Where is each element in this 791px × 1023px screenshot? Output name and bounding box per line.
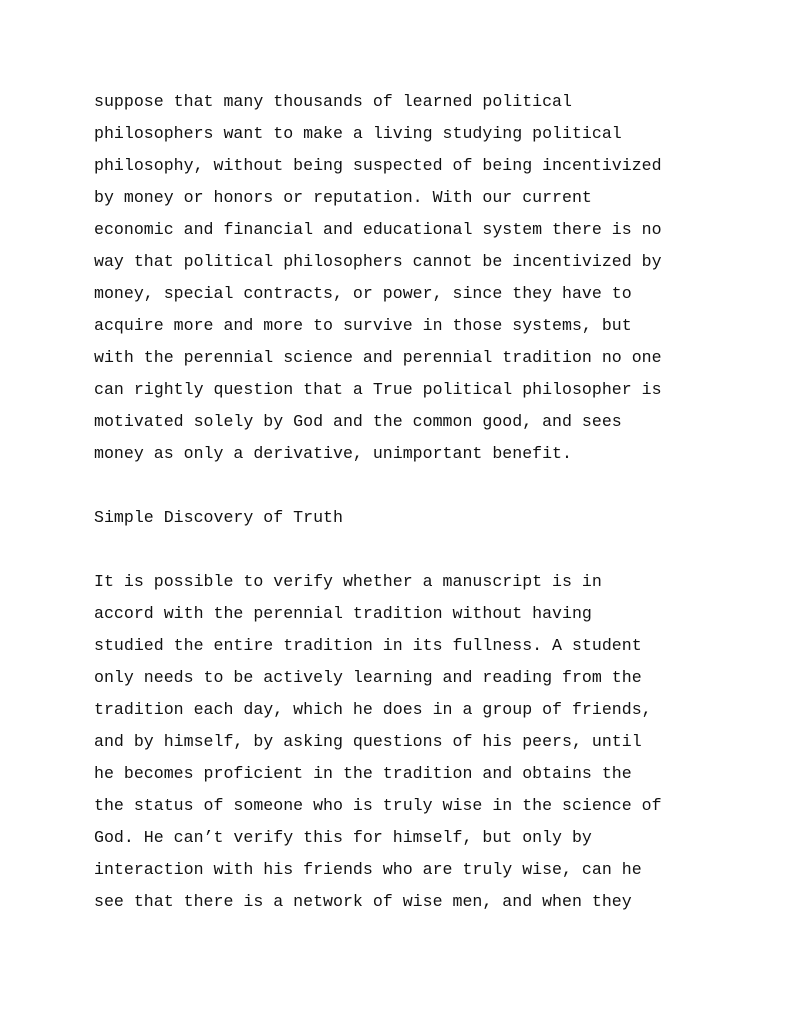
text-line: money, special contracts, or power, since they have to (94, 284, 632, 303)
text-line: with the perennial science and perennial tradition no one (94, 348, 662, 367)
text-line: suppose that many thousands of learned political (94, 92, 572, 111)
section-heading-container (94, 502, 734, 534)
text-line: accord with the perennial tradition without having (94, 604, 592, 623)
text-line: and by himself, by asking questions of his peers, until (94, 732, 642, 751)
text-line: It is possible to verify whether a manuscript is in (94, 572, 602, 591)
text-line: way that political philosophers cannot be incentivized by (94, 252, 662, 271)
text-line: motivated solely by God and the common good, and sees (94, 412, 622, 431)
paragraph-2 (94, 566, 734, 918)
text-line: only needs to be actively learning and reading from the (94, 668, 642, 687)
text-line: philosophy, without being suspected of being incentivized (94, 156, 662, 175)
text-line: interaction with his friends who are truly wise, can he (94, 860, 642, 879)
text-line: see that there is a network of wise men, and when they (94, 892, 632, 911)
text-line: God. He can’t verify this for himself, but only by (94, 828, 592, 847)
text-line: the status of someone who is truly wise in the science of (94, 796, 662, 815)
text-line: can rightly question that a True political philosopher is (94, 380, 662, 399)
text-line: by money or honors or reputation. With our current (94, 188, 592, 207)
section-heading: Simple Discovery of Truth (94, 508, 343, 527)
text-line: tradition each day, which he does in a group of friends, (94, 700, 652, 719)
text-line: money as only a derivative, unimportant benefit. (94, 444, 572, 463)
text-line: studied the entire tradition in its fullness. A student (94, 636, 642, 655)
text-line: he becomes proficient in the tradition and obtains the (94, 764, 632, 783)
paragraph-1 (94, 86, 734, 470)
text-line: acquire more and more to survive in those systems, but (94, 316, 632, 335)
text-line: philosophers want to make a living studying political (94, 124, 622, 143)
text-line: economic and financial and educational system there is no (94, 220, 662, 239)
